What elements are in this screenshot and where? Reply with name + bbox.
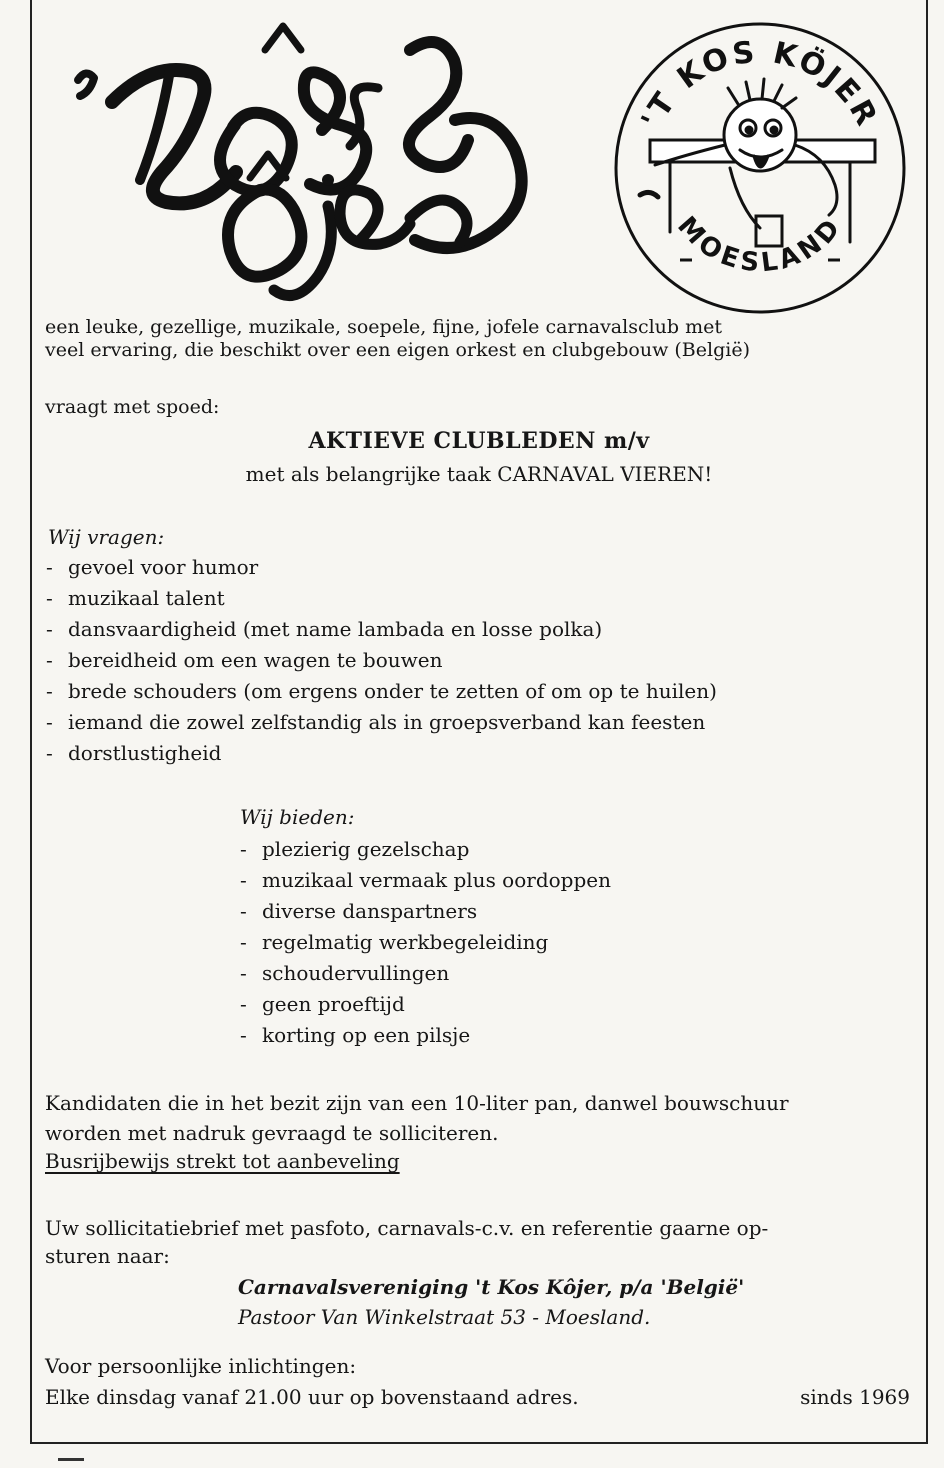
list-item: - muzikaal talent: [44, 583, 717, 614]
intro-line-1: een leuke, gezellige, muzikale, soepele, fijne, jofele carnavalsclub met: [45, 316, 723, 338]
we-ask-heading: Wij vragen:: [48, 525, 165, 549]
candidates-line-3: Busrijbewijs strekt tot aanbeveling: [45, 1149, 400, 1173]
list-item: - gevoel voor humor: [44, 552, 717, 583]
address-street: Pastoor Van Winkelstraat 53 - Moesland.: [238, 1305, 651, 1329]
request-title: AKTIEVE CLUBLEDEN m/v: [308, 428, 650, 454]
info-line-1: Voor persoonlijke inlichtingen:: [45, 1354, 357, 1378]
application-line-2: sturen naar:: [45, 1244, 170, 1268]
list-item: - muzikaal vermaak plus oordoppen: [238, 865, 611, 896]
candidates-line-2: worden met nadruk gevraagd te solliciteren.: [45, 1121, 499, 1145]
list-item: - iemand die zowel zelfstandig als in groepsverband kan feesten: [44, 707, 717, 738]
since-label: sinds 1969: [800, 1385, 910, 1409]
list-item: - bereidheid om een wagen te bouwen: [44, 645, 717, 676]
seal-bottom-text: MOESLAND: [671, 211, 849, 279]
list-item: - plezierig gezelschap: [238, 834, 611, 865]
list-item: - schoudervullingen: [238, 958, 611, 989]
list-item: - korting op een pilsje: [238, 1020, 611, 1051]
candidates-line-1: Kandidaten die in het bezit zijn van een 10-liter pan, danwel bouwschuur: [45, 1091, 789, 1115]
list-item: - dorstlustigheid: [44, 738, 717, 769]
intro-line-2: veel ervaring, die beschikt over een eigen orkest en clubgebouw (België): [45, 339, 750, 361]
list-item: - geen proeftijd: [238, 989, 611, 1020]
list-item: - diverse danspartners: [238, 896, 611, 927]
request-lead: vraagt met spoed:: [45, 396, 220, 418]
request-subtitle: met als belangrijke taak CARNAVAL VIEREN!: [245, 462, 713, 486]
info-line-2: Elke dinsdag vanaf 21.00 uur op bovenstaand adres.: [45, 1385, 579, 1409]
we-offer-list: [238, 834, 611, 1051]
page-mark: [58, 1458, 84, 1461]
list-item: - dansvaardigheid (met name lambada en losse polka): [44, 614, 717, 645]
list-item: - regelmatig werkbegeleiding: [238, 927, 611, 958]
list-item: - brede schouders (om ergens onder te zetten of om op te huilen): [44, 676, 717, 707]
address-name: Carnavalsvereniging 't Kos Kôjer, p/a 'België': [238, 1275, 745, 1299]
application-line-1: Uw sollicitatiebrief met pasfoto, carnavals-c.v. en referentie gaarne op-: [45, 1216, 769, 1240]
we-ask-list: [44, 552, 717, 769]
club-seal-logo: [610, 20, 910, 316]
we-offer-heading: Wij bieden:: [240, 805, 355, 829]
seal-top-text: 'T KOS KÖJER: [634, 34, 885, 134]
wordmark-logo: [60, 10, 580, 315]
